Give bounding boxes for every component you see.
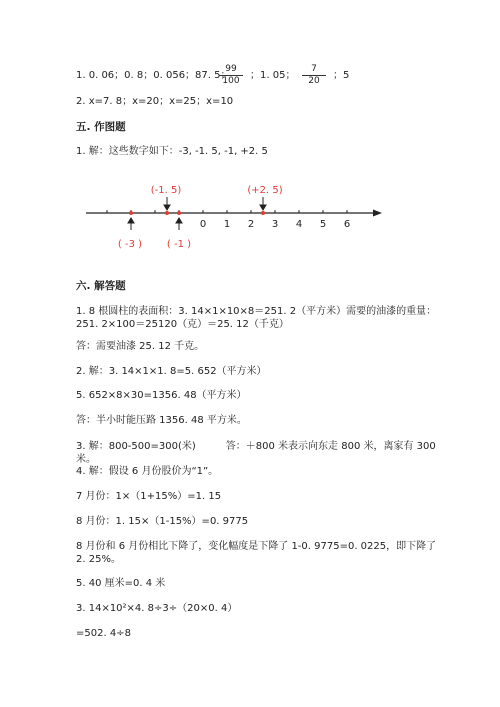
answer-1-text-a: 1. 0. 06；0. 8；0. 056；87. 5； [76, 70, 231, 81]
point-minus-1-5 [165, 211, 169, 215]
section-6-line: =502. 4÷8 [76, 628, 131, 639]
fraction-denominator: 100 [222, 76, 240, 86]
number-line-arrowhead [373, 210, 382, 217]
label-minus-1: ( -1 ) [166, 239, 192, 250]
section-6-line: 答：半小时能压路 1356. 48 平方米。 [76, 415, 247, 426]
tick-label-6: 6 [343, 219, 351, 230]
section-6-line: 3. 14×10²×4. 8÷3÷（20×0. 4） [76, 603, 238, 614]
tick-label-2: 2 [247, 219, 255, 230]
section-6-line: 答：需要油漆 25. 12 千克。 [76, 341, 205, 352]
fraction-7-20 [302, 64, 326, 87]
answer-line-1 [76, 69, 231, 83]
fraction-numerator: 99 [219, 64, 243, 76]
section-6-line: 8 月份和 6 月份相比下降了，变化幅度是下降了 1-0. 9775=0. 0225，即下降了 [76, 541, 437, 552]
answer-1-text-b: ；1. 05； [250, 70, 296, 81]
section-6-line: 5. 652×8×30=1356. 48（平方米） [76, 390, 247, 401]
fraction-denominator: 20 [308, 76, 320, 86]
tick-label-0: 0 [199, 219, 207, 230]
section-6-line: 4. 解：假设 6 月份股价为“1”。 [76, 466, 219, 477]
fraction-99-100 [219, 64, 243, 87]
label-plus-2-5: (+2. 5) [247, 185, 283, 196]
tick-label-4: 4 [295, 219, 303, 230]
section-6-line: 1. 8 根圆柱的表面积：3. 14×1×10×8＝251. 2（平方米）需要的油漆的重量： [76, 306, 437, 317]
section-5-title: 五. 作图题 [76, 121, 126, 133]
section-6-line: 8 月份：1. 15×（1-15%）=0. 9775 [76, 516, 249, 527]
section-6-line: 2. 25%。 [76, 554, 121, 565]
section-6-title: 六. 解答题 [76, 280, 126, 292]
answer-line-2: 2. x=7. 8；x=20；x=25；x=10 [76, 96, 234, 107]
section-6-line: 2. 解：3. 14×1×1. 8=5. 652（平方米） [76, 366, 267, 377]
section-6-line: 5. 40 厘米=0. 4 米 [76, 578, 166, 589]
point-minus-3 [129, 211, 133, 215]
section-6-line: 7 月份：1×（1+15%）=1. 15 [76, 491, 222, 502]
tick-label-3: 3 [271, 219, 279, 230]
point-plus-2-5 [261, 211, 265, 215]
label-minus-1-5: (-1. 5) [150, 185, 182, 196]
tick-label-1: 1 [223, 219, 231, 230]
number-line-figure [76, 175, 396, 265]
section-6-line: 251. 2×100＝25120（克）＝25. 12（千克） [76, 319, 289, 330]
answer-1-text-c: ；5 [333, 70, 350, 81]
label-minus-3: ( -3 ) [117, 239, 143, 250]
tick-number-labels [200, 219, 350, 230]
section-6-line: 3. 解：800-500=300(米) 答：＋800 米表示向东走 800 米，离家有 300 [76, 441, 436, 452]
point-minus-1 [177, 211, 181, 215]
section-5-intro: 1. 解：这些数字如下：-3, -1. 5, -1, +2. 5 [76, 146, 268, 157]
tick-label-5: 5 [319, 219, 327, 230]
fraction-numerator: 7 [302, 64, 326, 76]
section-6-line: 米。 [76, 454, 96, 465]
